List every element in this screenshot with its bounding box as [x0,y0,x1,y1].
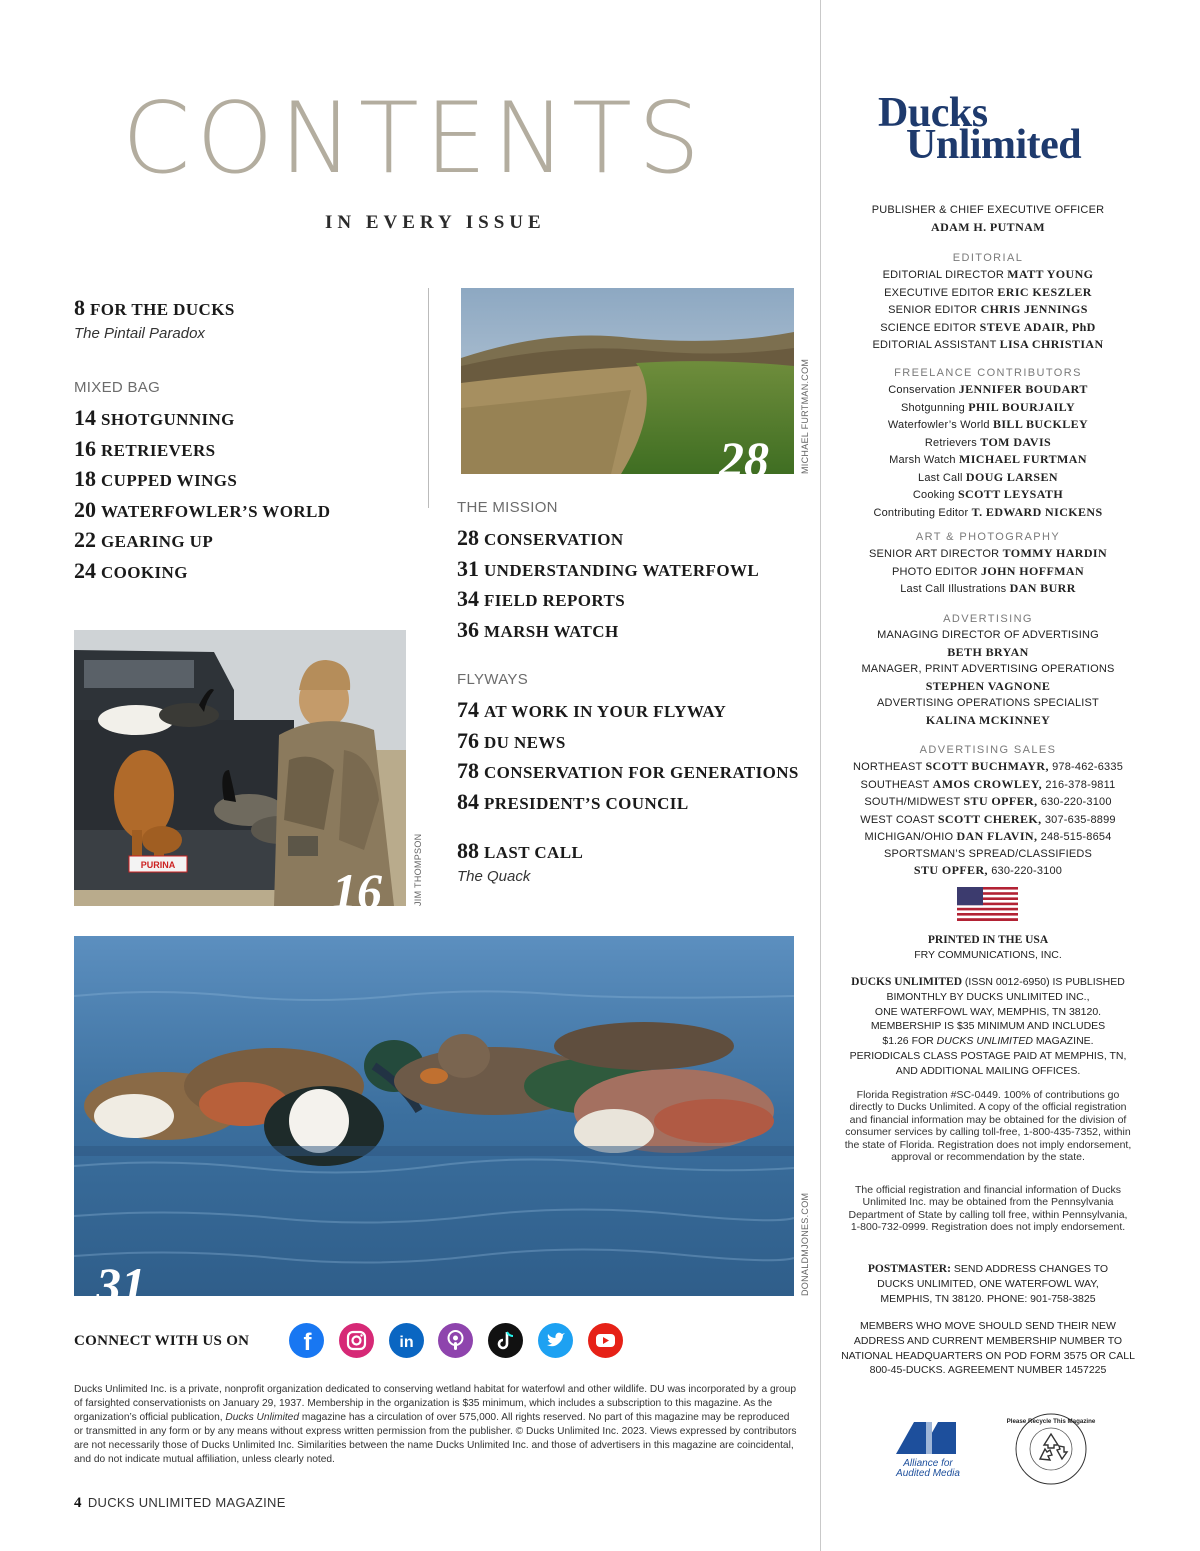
toc-entry[interactable]: 16 RETRIEVERS [74,435,216,461]
twitter-icon[interactable] [538,1323,573,1358]
toc-last-call [457,837,583,886]
toc-entry[interactable]: 28 CONSERVATION [457,525,624,550]
toc-entry[interactable]: 8 FOR THE DUCKS [74,295,235,320]
field-photo[interactable] [461,288,794,487]
section-heading: FLYWAYS [457,671,528,688]
toc-entry[interactable]: 36 MARSH WATCH [457,616,619,642]
publication-name: DUCKS UNLIMITED MAGAZINE [87,1495,286,1510]
masthead-heading: EDITORIAL [952,252,1024,264]
printing-block: PRINTED IN THE USA FRY COMMUNICATIONS, INC. [914,934,1062,961]
toc-entry[interactable]: 20 WATERFOWLER’S WORLD [74,496,331,522]
toc-entry[interactable]: 24 COOKING [74,557,188,583]
svg-text:in: in [399,1334,414,1351]
bowl-label: PURINA [140,860,176,870]
freelance-block: FREELANCE CONTRIBUTORS Conservation JENNIFER BOUDART Shotgunning PHIL BOURJAILY Waterfowler’s World BILL BUCKLEY Retrievers TOM DAVIS Marsh Watch MICHAEL FURTMAN Last Call DOUG LARSEN Cooking SCOTT LEYSATH Contributing Editor T. EDWARD NICKENS [836,365,1140,521]
masthead-heading: FREELANCE CONTRIBUTORS [894,367,1082,379]
toc-entry[interactable]: 31 UNDERSTANDING WATERFOWL [457,555,760,581]
toc-entry[interactable]: 34 FIELD REPORTS [457,586,626,612]
svg-text:Audited Media: Audited Media [896,1468,960,1479]
svg-text:Alliance for: Alliance for [903,1458,953,1469]
photo-credit: DONALDMJONES.COM [800,1192,810,1296]
toc-entry[interactable]: 84 PRESIDENT’S COUNCIL [457,788,689,814]
hunter-dog-photo[interactable] [74,630,406,919]
page-number-overlay: 31 [96,1257,146,1313]
toc-entry-subtitle: The Pintail Paradox [74,324,205,342]
page-footer [74,1495,286,1512]
pennsylvania-registration-text: The official registration and financial information of Ducks Unlimited Inc. may be obtained from the Pennsylvania Department of State by calling toll free, within Pennsylvania, 1-800-732-0999. Registration does not imply endorsement. [848,1184,1128,1234]
florida-registration-text: Florida Registration #SC-0449. 100% of contributions go directly to Ducks Unlimited. A copy of the official registration and financial information may be obtained for the division of consumer services by calling toll-free, 1-800-435-7352, within the state of Florida. Registration does not imply endorsement, approval or recommendation by the state. [844,1089,1132,1164]
masthead-heading: ADVERTISING [943,613,1033,625]
svg-text:f: f [303,1329,312,1356]
section-heading: MIXED BAG [74,379,161,396]
youtube-icon[interactable] [588,1323,623,1358]
art-photography-block: ART & PHOTOGRAPHY SENIOR ART DIRECTOR TOMMY HARDIN PHOTO EDITOR JOHN HOFFMAN Last Call Illustrations DAN BURR [836,529,1140,598]
issn-block: DUCKS UNLIMITED (ISSN 0012-6950) IS PUBLISHED BIMONTHLY BY DUCKS UNLIMITED INC., ONE WATERFOWL WAY, MEMPHIS, TN 38120. MEMBERSHIP IS $35 MINIMUM AND INCLUDES $1.26 FOR DUCKS UNLIMITED MAGAZINE. PERIODICALS CLASS POSTAGE PAID AT MEMPHIS, TN, AND ADDITIONAL MAILING OFFICES. [849,976,1127,1077]
editorial-block: EDITORIAL EDITORIAL DIRECTOR MATT YOUNG EXECUTIVE EDITOR ERIC KESZLER SENIOR EDITOR CHRIS JENNINGS SCIENCE EDITOR STEVE ADAIR, PhD EDITORIAL ASSISTANT LISA CHRISTIAN [836,250,1140,354]
photo-credit: MICHAEL FURTMAN.COM [800,358,810,474]
facebook-icon[interactable] [289,1323,324,1358]
podcast-icon[interactable] [438,1323,473,1358]
tiktok-icon[interactable] [488,1323,523,1358]
toc-entry-subtitle: The Quack [457,867,531,885]
page-number-overlay: 16 [332,863,382,919]
toc-flyways [457,671,799,818]
svg-text:Please Recycle This Magazine: Please Recycle This Magazine [1006,1418,1096,1425]
shovelers-photo[interactable] [74,936,794,1313]
alliance-for-audited-media-logo [886,1418,970,1480]
toc-entry[interactable]: 76 DU NEWS [457,727,566,753]
toc-entry[interactable]: 22 GEARING UP [74,527,214,553]
toc-for-the-ducks [74,294,235,343]
members-notice-text: MEMBERS WHO MOVE SHOULD SEND THEIR NEW ADDRESS AND CURRENT MEMBERSHIP NUMBER TO NATIONAL HEADQUARTERS ON POD FORM 3575 OR CALL 800-45-DUCKS. AGREEMENT NUMBER 1457225 [841,1320,1135,1377]
recycle-icon [1006,1412,1096,1486]
disclaimer-text: Ducks Unlimited Inc. is a private, nonprofit organization dedicated to conserving wetland habitat for waterfowl and other wildlife. DU was incorporated by a group of farsighted conservationists on January 29, 1937. Membership in the organization is $35 minimum, which includes a subscription to this magazine. As the organization’s official publication, Ducks Unlimited magazine has a circulation of over 575,000. All rights reserved. No part of this magazine may be reproduced or transmitted in any form or by any means without express written permission from the publisher. © Ducks Unlimited Inc. 2023. Views expressed by contributors are not necessarily those of Ducks Unlimited Inc. Similarities between the name Ducks Unlimited Inc. and those of advertisers in this magazine are coincidental, and do not indicate mutual affiliation, unless clearly noted. [74,1384,797,1465]
section-heading: THE MISSION [457,499,558,516]
us-flag-icon [957,887,1018,921]
toc-the-mission [457,499,759,646]
linkedin-icon[interactable] [389,1323,424,1358]
advertising-block: ADVERTISING MANAGING DIRECTOR OF ADVERTISING BETH BRYAN MANAGER, PRINT ADVERTISING OPERATIONS STEPHEN VAGNONE ADVERTISING OPERATIONS SPECIALIST KALINA MCKINNEY [836,611,1140,729]
toc-entry[interactable]: 78 CONSERVATION FOR GENERATIONS [457,758,799,784]
page-number-overlay: 28 [719,431,769,487]
page-number: 4 [74,1495,82,1511]
connect-label: CONNECT WITH US ON [74,1333,250,1349]
masthead-heading: ART & PHOTOGRAPHY [915,531,1061,543]
toc-entry[interactable]: 74 AT WORK IN YOUR FLYWAY [457,697,727,722]
toc-entry[interactable]: 18 CUPPED WINGS [74,466,238,492]
masthead-heading: ADVERTISING SALES [919,744,1057,756]
instagram-icon[interactable] [339,1323,374,1358]
toc-entry[interactable]: 88 LAST CALL [457,838,584,863]
ducks-unlimited-logo[interactable]: Ducks Unlimited [878,90,1082,168]
photo-credit: JIM THOMPSON [413,833,423,906]
toc-entry[interactable]: 14 SHOTGUNNING [74,405,235,430]
publisher-block: PUBLISHER & CHIEF EXECUTIVE OFFICER ADAM H. PUTNAM [871,204,1105,234]
postmaster-text: POSTMASTER: SEND ADDRESS CHANGES TO DUCKS UNLIMITED, ONE WATERFOWL WAY, MEMPHIS, TN 38120. PHONE: 901-758-3825 [867,1263,1109,1305]
page-title: CONTENTS [122,82,707,196]
toc-mixed-bag [74,379,330,588]
column-divider [428,288,429,508]
masthead-divider [820,0,821,1551]
section-subtitle: IN EVERY ISSUE [325,212,546,233]
advertising-sales-block: ADVERTISING SALES NORTHEAST SCOTT BUCHMAYR, 978-462-6335 SOUTHEAST AMOS CROWLEY, 216-378-9811 SOUTH/MIDWEST STU OPFER, 630-220-3100 WEST COAST SCOTT CHEREK, 307-635-8899 MICHIGAN/OHIO DAN FLAVIN, 248-515-8654 SPORTSMAN’S SPREAD/CLASSIFIEDS STU OPFER, 630-220-3100 [836,742,1140,880]
